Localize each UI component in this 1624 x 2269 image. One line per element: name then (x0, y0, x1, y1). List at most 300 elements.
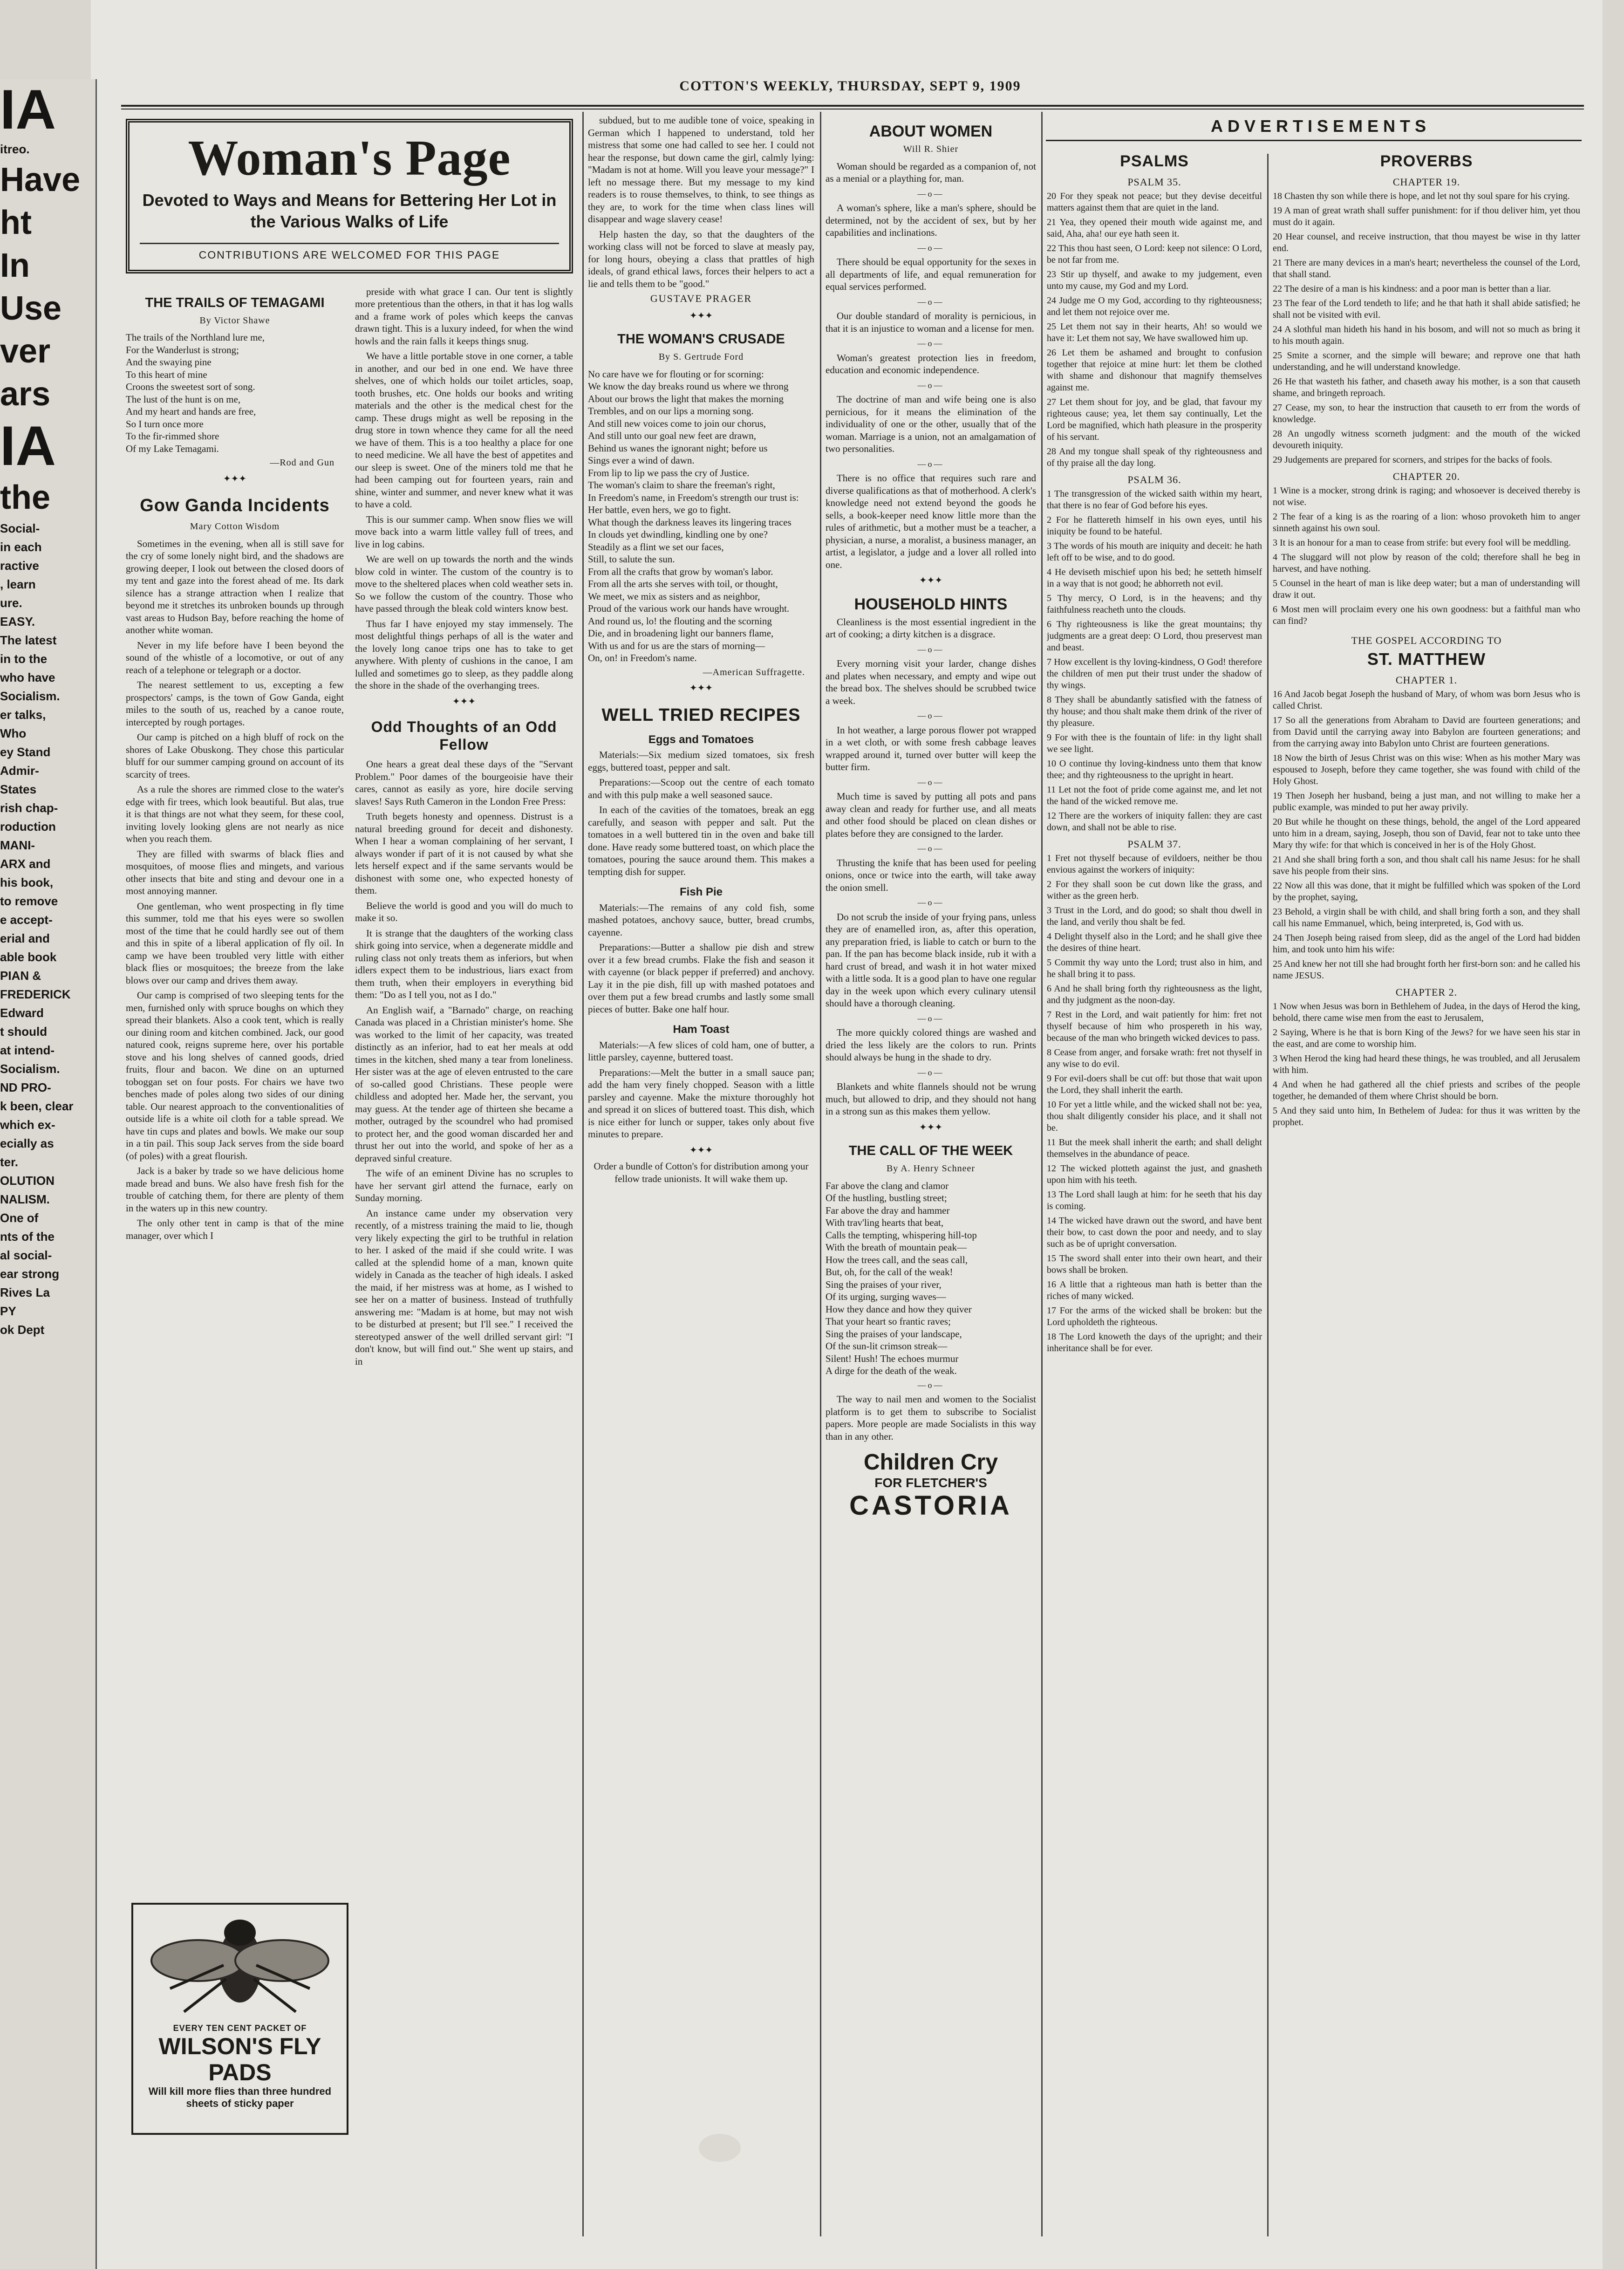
verse: 19 Then Joseph her husband, being a just man, and not willing to make her a public example, was minded to put her away privily. (1273, 791, 1580, 813)
ornament: ✦✦✦ (689, 1145, 713, 1155)
household-hints-heading: HOUSEHOLD HINTS (854, 595, 1008, 613)
verse: 21 Yea, they opened their mouth wide against me, and said, Aha, aha! our eye hath seen it. (1047, 217, 1262, 239)
call-heading: THE CALL OF THE WEEK (848, 1143, 1013, 1158)
strip-fragment: t should (0, 1025, 48, 1039)
strip-fragment: ver (0, 333, 51, 370)
poem-line: For the Wanderlust is strong; (126, 344, 239, 355)
gowganda-heading: Gow Ganda Incidents (140, 496, 330, 515)
poem-line: From all the crafts that grow by woman's labor. (588, 566, 773, 577)
verse: 18 Now the birth of Jesus Christ was on this wise: When as his mother Mary was espoused to Joseph, before they came together, she was found with child of the Holy Ghost. (1273, 753, 1580, 786)
castoria-line-1: Children Cry (863, 1450, 998, 1475)
trails-heading: THE TRAILS OF TEMAGAMI (145, 295, 325, 310)
poem-line: We know the day breaks round us where we throng (588, 381, 789, 392)
psalms-column (1047, 149, 1262, 2246)
strip-fragment: Have (0, 161, 81, 198)
strip-fragment: Social- (0, 521, 40, 535)
strip-fragment: PY (0, 1304, 16, 1318)
poem-line: Proud of the various work our hands have wrought. (588, 603, 790, 614)
strip-fragment: ARX and (0, 857, 51, 871)
recipe-fish-pie (588, 902, 814, 1016)
matthew-1 (1273, 689, 1580, 982)
paragraph: Much time is saved by putting all pots and pans away clean and ready for further use, and all meats and other food should be placed on clean dishes or plates before they are consigned to the larder. (826, 791, 1036, 839)
recipe-ham-toast (588, 1039, 814, 1141)
verse: 8 They shall be abundantly satisfied with the fatness of thy house; and thou shalt make them drink of the river of thy pleasure. (1047, 695, 1262, 728)
about-women-article (826, 160, 1036, 571)
poem-line: The lust of the hunt is on me, (126, 393, 241, 405)
proverbs-19-heading: CHAPTER 19. (1392, 176, 1460, 188)
poem-line: Silent! Hush! The echoes murmur (826, 1353, 959, 1364)
paragraph: Thus far I have enjoyed my stay immensely. The most delightful things perhaps of all is the water and the lovely long canoe trips one has to take to get anywhere. With plenty of cushions in the canoe, I am lulled and sometimes go to sleep, as they paddle along the shore in the shade of the overhanging trees. (355, 618, 573, 691)
poem-line: Still, to salute the sun. (588, 554, 675, 565)
call-paragraph: The way to nail men and women to the Socialist platform is to get them to subscribe to Socialist papers. More people are made Socialists in this way than in any other. (826, 1394, 1036, 1442)
advertisements-heading: ADVERTISEMENTS (1210, 116, 1431, 136)
gospel-heading: THE GOSPEL ACCORDING TO (1351, 635, 1502, 646)
paragraph: Preparations:—Scoop out the centre of each tomato and with this pulp make a well seasoned sauce. (588, 777, 814, 800)
strip-fragment: who have (0, 670, 55, 684)
strip-fragment: States (0, 782, 37, 796)
paragraph: Blankets and white flannels should not be wrung much, but allowed to drip, and they should not hang in a strong sun as this makes them yellow. (826, 1081, 1036, 1117)
proverbs-20 (1273, 485, 1580, 627)
paragraph: Materials:—A few slices of cold ham, one of butter, a little parsley, cayenne, buttered toast. (588, 1039, 814, 1063)
trails-credit: —Rod and Gun (270, 458, 334, 468)
poem-line: With trav'ling hearts that beat, (826, 1217, 944, 1228)
strip-fragment: e accept- (0, 913, 53, 927)
poem-line: No care have we for flouting or for scorning: (588, 368, 764, 380)
crusade-byline: By S. Gertrude Ford (658, 352, 744, 362)
strip-fragment: Socialism. (0, 689, 60, 703)
column-4 (826, 114, 1036, 2248)
strip-fragment: Socialism. (0, 1062, 60, 1076)
matthew-2-heading: CHAPTER 2. (1395, 986, 1458, 998)
strip-fragment: ure. (0, 596, 22, 610)
verse: 3 Trust in the Lord, and do good; so shalt thou dwell in the land, and verily thou shalt be fed. (1047, 905, 1262, 927)
poem-line: On, on! in Freedom's name. (588, 652, 697, 663)
recipe-title: Ham Toast (673, 1023, 730, 1036)
paragraph: The doctrine of man and wife being one is also pernicious, for it means the elimination of the individuality of one or the other, usually that of the woman. Marriage is a union, not an amalgamation of two personalities. (826, 394, 1036, 454)
strip-fragment: Use (0, 290, 62, 327)
ornament: ✦✦✦ (689, 310, 713, 321)
strip-fragment: IA (0, 416, 56, 476)
strip-fragment: the (0, 479, 50, 516)
poem-line: In clouds yet dwindling, kindling one by one? (588, 529, 768, 540)
ornament: ✦✦✦ (452, 696, 476, 707)
flypads-caption: EVERY TEN CENT PACKET OF (173, 2023, 307, 2033)
verse: 24 A slothful man hideth his hand in his bosom, and will not so much as bring it to his mouth again. (1273, 324, 1580, 346)
verse: 2 For they shall soon be cut down like the grass, and wither as the green herb. (1047, 879, 1262, 901)
matthew-2 (1273, 1001, 1580, 1128)
verse: 9 For evil-doers shall be cut off: but those that wait upon the Lord, they shall inherit the earth. (1047, 1073, 1262, 1095)
separator: —o— (917, 1013, 944, 1023)
strip-fragment: Admir- (0, 764, 39, 778)
paragraph: Cleanliness is the most essential ingredient in the art of cooking; a dirty kitchen is a disgrace. (826, 616, 1036, 640)
poem-line: To the fir-rimmed shore (126, 431, 219, 442)
paragraph: There should be equal opportunity for the sexes in all departments of life, and equal remuneration for equal services performed. (826, 256, 1036, 292)
verse: 29 Judgements are prepared for scorners, and stripes for the backs of fools. (1273, 455, 1552, 465)
column-1a (126, 286, 344, 1371)
poem-line: In Freedom's name, in Freedom's strength our trust is: (588, 492, 799, 503)
separator: —o— (917, 898, 944, 907)
ornament: ✦✦✦ (919, 1122, 943, 1133)
recipe-title: Eggs and Tomatoes (648, 733, 754, 746)
poem-line: Trembles, and on our lips a morning song. (588, 405, 754, 417)
paragraph: Help hasten the day, so that the daughters of the working class will not be forced to slave at measly pay, for long hours, obeying a class that prattles of high ideals, of grand ethical laws, forces their helpers to act a lie and tells them to be "good." (588, 228, 814, 289)
strip-fragment: er talks, (0, 708, 46, 722)
strip-fragment: ars (0, 376, 51, 413)
strip-fragment: ht (0, 204, 32, 241)
call-byline: By A. Henry Schneer (886, 1163, 976, 1174)
paragraph: We are well on up towards the north and the winds blow cold in winter. The custom of the country is to move to the sheltered places when cold weather sets in. So we follow the custom of the country. Those who have passed through the bleak cold winters know best. (355, 554, 573, 614)
ornament: ✦✦✦ (223, 473, 247, 484)
strip-fragment: his book, (0, 875, 54, 889)
recipes-heading: WELL TRIED RECIPES (601, 705, 801, 725)
strip-fragment: nts of the (0, 1230, 55, 1244)
flypads-note: Will kill more flies than three hundred sheets of sticky paper (148, 2085, 332, 2109)
verse: 4 Delight thyself also in the Lord; and he shall give thee the desires of thine heart. (1047, 931, 1262, 953)
verse: 17 For the arms of the wicked shall be broken: but the Lord upholdeth the righteous. (1047, 1305, 1262, 1327)
paragraph: Our camp is pitched on a high bluff of rock on the shores of Lake Obuskong. They chose this particular bluff for our summer camping ground on account of its scarcity of trees. (126, 731, 344, 780)
poem-line: Far above the clang and clamor (826, 1180, 949, 1191)
verse: 3 It is an honour for a man to cease from strife: but every fool will be meddling. (1273, 538, 1571, 548)
separator: —o— (917, 380, 944, 390)
verse: 2 Saying, Where is he that is born King of the Jews? for we have seen his star in the east, and are come to worship him. (1273, 1027, 1580, 1049)
strip-fragment: able book (0, 950, 57, 964)
verse: 8 Cease from anger, and forsake wrath: fret not thyself in any wise to do evil. (1047, 1047, 1262, 1069)
strip-fragment: One of (0, 1211, 39, 1225)
verse: 4 The sluggard will not plow by reason of the cold; therefore shall he beg in harvest, and have nothing. (1273, 552, 1580, 574)
flypads-ad (127, 1896, 353, 2141)
poem-line: The woman's claim to share the freeman's right, (588, 479, 775, 491)
verse: 5 Commit thy way unto the Lord; trust also in him, and he shall bring it to pass. (1047, 957, 1262, 979)
masthead-rule (121, 105, 1584, 107)
poem-line: A dirge for the death of the weak. (826, 1365, 957, 1376)
proverbs-19 (1273, 191, 1580, 466)
flypads-name: WILSON'S FLY PADS (158, 2033, 321, 2085)
verse: 1 Fret not thyself because of evildoers, neither be thou envious against the workers of iniquity: (1047, 853, 1262, 875)
paragraph: Our double standard of morality is pernicious, in that it is an injustice to woman and a license for men. (826, 310, 1036, 334)
verse: 18 Chasten thy son while there is hope, and let not thy soul spare for his crying. (1273, 191, 1570, 201)
verse: 3 The words of his mouth are iniquity and deceit: he hath left off to be wise, and to do good. (1047, 541, 1262, 563)
separator: —o— (917, 1067, 944, 1077)
verse: 27 Let them shout for joy, and be glad, that favour my righteous cause; yea, let them say continually, Let the Lord be magnified, which hath pleasure in the prosperity of his servant. (1047, 397, 1262, 442)
gowganda-article (126, 538, 344, 1242)
verse: 11 But the meek shall inherit the earth; and shall delight themselves in the abundance of peace. (1047, 1137, 1262, 1159)
verse: 10 O continue thy loving-kindness unto them that know thee; and thy righteousness to the upright in heart. (1047, 759, 1262, 780)
poem-line: Her battle, even hers, we go to fight. (588, 504, 731, 515)
poem-line: That your heart so frantic raves; (826, 1316, 951, 1327)
column-rule (1041, 112, 1043, 2236)
poem-line: With the breath of mountain peak— (826, 1242, 967, 1253)
paragraph: They are filled with swarms of black flies and mosquitoes, of moose flies and mingets, and various other insects that bite and sting and devour one in a most annoying manner. (126, 848, 344, 896)
paragraph: Preparations:—Butter a shallow pie dish and strew over it a few bread crumbs. Flake the fish and season it with cayenne (or black pepper if preferred) and anchovy. Lay it in the pie dish, fill up with mashed potatoes and over them put a few bread crumbs and lastly some small pieces of butter. Bake one half hour. (588, 942, 814, 1015)
poem-line: Far above the dray and hammer (826, 1204, 950, 1216)
ornament: ✦✦✦ (689, 683, 713, 693)
paragraph: Materials:—Six medium sized tomatoes, six fresh eggs, buttered toast, pepper and salt. (588, 749, 814, 773)
strip-fragment: Who (0, 726, 27, 740)
verse: 3 When Herod the king had heard these things, he was troubled, and all Jerusalem with him. (1273, 1053, 1580, 1075)
paragraph: This is our summer camp. When snow flies we will move back into a warm little valley full of trees, and live in log cabins. (355, 513, 573, 550)
poem-line: To this heart of mine (126, 369, 207, 380)
separator: —o— (917, 189, 944, 198)
proverbs-heading: PROVERBS (1380, 152, 1473, 170)
psalms-heading: PSALMS (1120, 152, 1189, 170)
poem-line: And still new voices come to join our chorus, (588, 417, 766, 429)
proverbs-column (1273, 149, 1580, 2246)
recipe-title: Fish Pie (679, 886, 723, 898)
paragraph: Woman's greatest protection lies in freedom, education and economic independence. (826, 352, 1036, 376)
poem-line: What though the darkness leaves its lingering traces (588, 516, 792, 528)
poem-line: Sing the praises of your landscape, (826, 1328, 962, 1340)
verse: 25 Let them not say in their hearts, Ah! so would we have it: Let them not say, We have swallowed him up. (1047, 321, 1262, 343)
verse: 4 He deviseth mischief upon his bed; he setteth himself in a way that is not good; he abhorreth not evil. (1047, 567, 1262, 589)
paragraph: The wife of an eminent Divine has no scruples to have her servant girl attend the furnace, early on Sunday morning. (355, 1168, 573, 1203)
paragraph: As a rule the shores are rimmed close to the water's edge with fir trees, which look beautiful. But alas, true it is that things are not what they seem, for these cool, inviting lovely looking glens are not nearly as nice when you reach them. (126, 784, 344, 844)
strip-fragment: EASY. (0, 615, 35, 629)
ads-rule (1046, 140, 1582, 141)
poem-line: Steadily as a flint we set our faces, (588, 541, 724, 553)
poem-line: How they dance and how they quiver (826, 1303, 972, 1315)
paragraph: A woman's sphere, like a man's sphere, should be determined, not by the accident of sex, but by her capabilities and inclinations. (826, 202, 1036, 238)
strip-fragment: Rives La (0, 1285, 50, 1299)
verse: 6 Most men will proclaim every one his own goodness: but a faithful man who can find? (1273, 604, 1580, 626)
verse: 1 Now when Jesus was born in Bethlehem of Judea, in the days of Herod the king, behold, there came wise men from the east to Jerusalem, (1273, 1001, 1580, 1023)
verse: 16 A little that a righteous man hath is better than the riches of many wicked. (1047, 1279, 1262, 1301)
separator: —o— (917, 459, 944, 469)
poem-line: About our brows the light that makes the morning (588, 393, 784, 404)
order-note: Order a bundle of Cotton's for distribution among your fellow trade unionists. It will wake them up. (594, 1161, 809, 1184)
poem-line: Croons the sweetest sort of song. (126, 381, 255, 392)
verse: 23 Behold, a virgin shall be with child, and shall bring forth a son, and they shall call his name Emmanuel, which, being interpreted, is, God with us. (1273, 907, 1580, 929)
paragraph: In each of the cavities of the tomatoes, break an egg carefully, and season with pepper and salt. Put the tomatoes in a well buttered tin in the oven and bake till done. Have ready some buttered toast, on which place the tomatoes, pouring the sauce around them. This makes a tempting dish for supper. (588, 804, 814, 877)
verse: 28 And my tongue shall speak of thy righteousness and of thy praise all the day long. (1047, 446, 1262, 468)
strip-fragment: The latest (0, 633, 57, 647)
strip-fragment: ok Dept (0, 1323, 45, 1337)
separator: —o— (917, 1380, 944, 1390)
paragraph: In hot weather, a large porous flower pot wrapped in a wet cloth, or with some fresh cabbage leaves wrapped around it, turned over butter will keep the butter firm. (826, 724, 1036, 772)
verse: 10 For yet a little while, and the wicked shall not be: yea, thou shalt diligently consider his place, and it shall not be. (1047, 1100, 1262, 1133)
call-poem (826, 1180, 1036, 1377)
strip-fragment: OLUTION (0, 1174, 55, 1188)
verse: 13 The Lord shall laugh at him: for he seeth that his day is coming. (1047, 1189, 1262, 1211)
poem-line: Behind us wanes the ignorant night; before us (588, 442, 768, 454)
strip-fragment: at intend- (0, 1043, 55, 1057)
verse: 12 There are the workers of iniquity fallen: they are cast down, and shall not be able to rise. (1047, 811, 1262, 833)
strip-fragment: rish chap- (0, 801, 58, 815)
strip-fragment: IA (0, 79, 56, 140)
strip-fragment: erial and (0, 931, 50, 945)
poem-line: So I turn once more (126, 418, 204, 430)
crusade-heading: THE WOMAN'S CRUSADE (617, 332, 785, 347)
paper-stain (699, 2134, 741, 2162)
page-title: Woman's Page (188, 130, 511, 186)
verse: 20 Hear counsel, and receive instruction, that thou mayest be wise in thy latter end. (1273, 232, 1580, 253)
verse: 22 This thou hast seen, O Lord: keep not silence: O Lord, be not far from me. (1047, 243, 1262, 265)
verse: 22 Now all this was done, that it might be fulfilled which was spoken of the Lord by the prophet, saying, (1273, 881, 1580, 902)
verse: 27 Cease, my son, to hear the instruction that causeth to err from the words of knowledge. (1273, 403, 1580, 424)
separator: —o— (917, 243, 944, 253)
verse: 22 The desire of a man is his kindness: and a poor man is better than a liar. (1273, 284, 1551, 294)
verse: 19 A man of great wrath shall suffer punishment: for if thou deliver him, yet thou must do it again. (1273, 205, 1580, 227)
paragraph: subdued, but to me audible tone of voice, speaking in German which I happened to understand, told her mistress that some one had called to see her. I could not hear the response, but down came the girl, calmly lying: "Madam is not at home. Will you leave your message?" I left no message there. But my message to my kind readers is to rouse themselves, to think, to see things as they are, to work for the time when class lines will disappear and wage slavery cease! (588, 115, 814, 225)
paragraph: Sometimes in the evening, when all is still save for the cry of some lonely night bird, and the shadows are growing deeper, I look out between the closed doors of my tent and gaze into the forest ahead of me. Its dark silence has a strange attraction when I realize that beyond me it stretches its unbroken bounds up through vast areas to Hudson Bay, before reaching the home of another white woman. (126, 538, 344, 636)
poem-line: From all the arts she serves with toil, or thought, (588, 578, 778, 589)
paragraph: Thrusting the knife that has been used for peeling onions, once or twice into the earth, will take away the onion smell. (826, 857, 1036, 893)
verse: 5 Counsel in the heart of man is like deep water; but a man of understanding will draw it out. (1273, 578, 1580, 600)
paragraph: One hears a great deal these days of the "Servant Problem." Poor dames of the bourgeoisie have their cares, cannot as easily as yore, hire docile serving slaves! Says Ruth Cameron in the London Free Press: (355, 759, 573, 807)
verse: 24 Judge me O my God, according to thy righteousness; and let them not rejoice over me. (1047, 295, 1262, 317)
poem-line: And still unto our goal new feet are drawn, (588, 430, 756, 441)
poem-line: Calls the tempting, whispering hill-top (826, 1229, 977, 1241)
gowganda-byline: Mary Cotton Wisdom (190, 521, 280, 532)
paragraph: Truth begets honesty and openness. Distrust is a natural breeding ground for deceit and dishonesty. When I hear a woman complaining of her servant, I always wonder if part of it is not caused by what she lets herself expect and if the same servants would be dishonest with some one, who expected honesty of them. (355, 811, 573, 896)
paragraph: Every morning visit your larder, change dishes and plates when necessary, and empty and wipe out the bread box. The shelves should be scrubbed twice a week. (826, 658, 1036, 706)
poem-line: How the trees call, and the seas call, (826, 1254, 968, 1265)
verse: 4 And when he had gathered all the chief priests and scribes of the people together, he demanded of them where Christ should be born. (1273, 1080, 1580, 1101)
poem-line: And my heart and hands are free, (126, 406, 256, 417)
strip-fragment: FREDERICK (0, 987, 71, 1001)
paragraph: Our camp is comprised of two sleeping tents for the men, furnished only with spruce boughs on which they spread their blankets. Also a cook tent, which is really our dining room and kitchen combined. Jack, our good natured cook, reigns supreme here, over his portable stove and his long shelves of canned goods, dried fruits, flour and bacon. We dine on an upturned toboggan set on four posts. For chairs we have two benches made of poles along two sides of our dining table. Our nearest approach to the conventionalities of outside life is a white oil cloth for a table spread. We have tin cups and plates and bowls. We make our soup in a tin pail. This soup Jack serves from the side board (of poles) with a great flourish. (126, 990, 344, 1162)
poem-line: We meet, we mix as sisters and as neighbor, (588, 590, 760, 602)
ornament: ✦✦✦ (919, 575, 943, 586)
separator: —o— (917, 644, 944, 654)
paragraph: preside with what grace I can. Our tent is slightly more pretentious than the others, in that it has log walls and a frame work of poles which keeps the canvas drawn tight. This is a luxury indeed, for when the wind howls and the rain falls it keeps things snug. (355, 286, 573, 347)
separator: —o— (917, 711, 944, 720)
psalm-37-heading: PSALM 37. (1127, 838, 1181, 850)
poem-line: Sing the praises of your river, (826, 1278, 942, 1290)
separator: —o— (917, 297, 944, 307)
verse: 14 The wicked have drawn out the sword, and have bent their bow, to cast down the poor and needy, and to slay such as be of upright conversation. (1047, 1216, 1262, 1249)
odd-thoughts-article (355, 758, 573, 1367)
crusade-credit: —American Suffragette. (703, 667, 805, 677)
womans-page-header (126, 119, 573, 273)
column-3 (588, 114, 814, 2248)
castoria-ad (826, 1450, 1036, 1521)
poem-line: Of the sun-lit crimson streak— (826, 1340, 948, 1352)
psalm-35 (1047, 191, 1262, 469)
paragraph: One gentleman, who went prospecting in fly time this summer, told me that his eyes were so swollen most of the time that he could hardly see out of them and this in spite of a liberal application of fly oil. In camp we have been troubled very little with either black flies or mosquitoes; the breeze from the lake blows over our camp and drives them away. (126, 900, 344, 986)
strip-fragment: PIAN & (0, 969, 41, 983)
poem-line: And the swaying pine (126, 356, 212, 368)
strip-fragment: In (0, 247, 30, 284)
poem-line: From lip to lip we pass the cry of Justice. (588, 467, 750, 478)
column-rule (1267, 154, 1269, 2236)
strip-fragment: ter. (0, 1155, 19, 1169)
verse: 18 The Lord knoweth the days of the upright; and their inheritance shall be for ever. (1047, 1332, 1262, 1353)
verse: 5 Thy mercy, O Lord, is in the heavens; and thy faithfulness reacheth unto the clouds. (1047, 593, 1262, 615)
strip-fragment: in to the (0, 652, 48, 666)
contributions-note: CONTRIBUTIONS ARE WELCOMED FOR THIS PAGE (140, 243, 559, 261)
verse: 16 And Jacob begat Joseph the husband of Mary, of whom was born Jesus who is called Christ. (1273, 689, 1580, 711)
paragraph: An English waif, a "Barnado" charge, on reaching Canada was placed in a Christian minister's home. She was worked to the limit of her capacity, was treated distinctly as an inferior, had to eat her meals at odd times in the kitchen, shed many a tear from loneliness. Her sister was at the age of eleven entrusted to the care of so-called good Christians. These people were childless and adopted her. Made her, the servant, you may guess. At the tender age of thirteen she became a mother, outraged by the scoundrel who had promised to protect her, and the good woman discarded her and thrust her out into the world, and spoke of her as a depraved sinful creature. (355, 1004, 573, 1164)
paragraph: The only other tent in camp is that of the mine manager, over which I (126, 1217, 344, 1241)
poem-line: With us and for us are the stars of morning— (588, 640, 765, 651)
adjacent-page-strip (0, 79, 97, 2269)
column-rule (820, 112, 821, 2236)
verse: 21 There are many devices in a man's heart; nevertheless the counsel of the Lord, that shall stand. (1273, 258, 1580, 280)
paragraph: Preparations:—Melt the butter in a small sauce pan; add the ham very finely chopped. Season with a little parsley and cayenne. Make the mixture thoroughly hot and spread it on slices of buttered toast. This dish, which is nice either for lunch or supper, takes only about five minutes to prepare. (588, 1066, 814, 1140)
flypads-box (131, 1903, 348, 2135)
verse: 2 The fear of a king is as the roaring of a lion: whoso provoketh him to anger sinneth against his own soul. (1273, 512, 1580, 533)
strip-fragment: k been, clear (0, 1099, 74, 1113)
paragraph: An instance came under my observation very recently, of a mistress training the maid to lie, though very likely expecting the girl to be truthful in relation to her. I asked of the maid if she could write. I was called at the splendid home of a man, known quite widely in Canada as the teacher of high ideals. I asked the maid, if her mistress was at home, as I wished to see her on a matter of business. Instead of truthfully answering me: "Madam is at home, but may not wish to be disturbed at present; but I'll see." I received the stereotyped answer of the well drilled servant girl: "I don't know, but will find out." She went up stairs, and in (355, 1207, 573, 1367)
verse: 6 And he shall bring forth thy righteousness as the light, and thy judgment as the noon-day. (1047, 984, 1262, 1005)
verse: 26 Let them be ashamed and brought to confusion together that rejoice at mine hurt: let them be clothed with shame and dishonour that magnify themselves against me. (1047, 348, 1262, 393)
strip-fragment: ey Stand (0, 745, 51, 759)
psalm-36-heading: PSALM 36. (1127, 474, 1181, 485)
paragraph: Believe the world is good and you will do much to make it so. (355, 900, 573, 923)
poem-line: And round us, lo! the flouting and the scorning (588, 615, 772, 627)
poem-line: But, oh, for the call of the weak! (826, 1266, 953, 1278)
strip-fragment: MANI- (0, 838, 35, 852)
strip-fragment: in each (0, 540, 42, 554)
strip-fragment: al social- (0, 1248, 52, 1262)
verse: 9 For with thee is the fountain of life: in thy light shall we see light. (1047, 732, 1262, 754)
castoria-line-2: FOR FLETCHER'S (874, 1476, 987, 1490)
poem-line: Of its urging, surging waves— (826, 1291, 946, 1302)
paragraph: Woman should be regarded as a companion of, not as a menial or a plaything for, man. (826, 160, 1036, 184)
verse: 12 The wicked plotteth against the just, and gnasheth upon him with his teeth. (1047, 1163, 1262, 1185)
verse: 7 How excellent is thy loving-kindness, O God! therefore the children of men put their trust under the shadow of thy wings. (1047, 657, 1262, 690)
separator: —o— (917, 844, 944, 853)
paragraph: The nearest settlement to us, excepting a few prospectors' camps, is the town of Gow Ganda, eight miles to the south of us, reached by a canoe route, intercepted by rough portages. (126, 679, 344, 728)
paragraph: It is strange that the daughters of the working class shirk going into service, when a degenerate middle and ruling class not only treats them as inferiors, but when idlers expect them to be industrious, liars exact from them truth, when their employers in everything bid them: "Do as I tell you, not as I do." (355, 927, 573, 1000)
verse: 7 Rest in the Lord, and wait patiently for him: fret not thyself because of him who prospereth in his way, because of the man who bringeth wicked devices to pass. (1047, 1010, 1262, 1043)
strip-fragment: ND PRO- (0, 1080, 51, 1094)
psalm-37 (1047, 853, 1262, 1354)
paragraph: Jack is a baker by trade so we have delicious home made bread and buns. We also have fresh fish for the trouble of catching them, for there are plenty of them in the waters up in this new country. (126, 1165, 344, 1214)
poem-line: Of my Lake Temagami. (126, 443, 219, 454)
gowganda-continued (355, 286, 573, 692)
matthew-heading: ST. MATTHEW (1367, 649, 1486, 669)
verse: 23 Stir up thyself, and awake to my judgement, even unto my cause, my God and my Lord. (1047, 269, 1262, 291)
verse: 24 Then Joseph being raised from sleep, did as the angel of the Lord had bidden him, and took unto him his wife: (1273, 933, 1580, 955)
strip-fragment: , learn (0, 577, 36, 591)
household-hints-article (826, 616, 1036, 1118)
trails-poem (126, 331, 344, 455)
column-1b (355, 286, 573, 1371)
proverbs-20-heading: CHAPTER 20. (1392, 471, 1460, 482)
verse: 25 Smite a scorner, and the simple will beware; and reprove one that hath understanding, and he will understand knowledge. (1273, 350, 1580, 372)
poem-line: Sings ever a wind of dawn. (588, 455, 695, 466)
psalm-35-heading: PSALM 35. (1127, 176, 1181, 188)
paragraph: Materials:—The remains of any cold fish, some mashed potatoes, anchovy sauce, butter, bread crumbs, cayenne. (588, 902, 814, 938)
prager-article-continued (588, 114, 814, 290)
odd-thoughts-heading: Odd Thoughts of an Odd Fellow (371, 718, 557, 753)
paragraph: Do not scrub the inside of your frying pans, unless they are of enamelled iron, as, after this operation, any preparation fried, is liable to catch or burn to the pan. If the pan has become black inside, rub it with a hard crust of bread, and wash it in hot water mixed with a little soda. It is a good plan to have one regular day in the week upon which every culinary utensil should have a thorough cleaning. (826, 911, 1036, 1009)
strip-fragment: to remove (0, 894, 58, 908)
strip-fragment: ear strong (0, 1267, 60, 1281)
strip-fragment: ractive (0, 559, 39, 573)
verse: 17 So all the generations from Abraham to David are fourteen generations; and from David until the carrying away into Babylon are fourteen generations; and from the carrying away into Babylon unto Christ are fourteen generations. (1273, 715, 1580, 749)
strip-fragment: Edward (0, 1006, 44, 1020)
masthead: COTTON'S WEEKLY, THURSDAY, SEPT 9, 1909 (679, 78, 1021, 94)
verse: 23 The fear of the Lord tendeth to life; and he that hath it shall abide satisfied; he shall not be visited with evil. (1273, 298, 1580, 320)
castoria-line-3: CASTORIA (849, 1490, 1012, 1521)
about-women-byline: Will R. Shier (903, 144, 959, 154)
poem-line: Of the hustling, bustling street; (826, 1192, 947, 1203)
strip-fragment: itreo. (0, 142, 30, 156)
strip-fragment: NALISM. (0, 1192, 50, 1206)
paragraph: There is no office that requires such rare and diverse qualifications as that of motherhood. A clerk's knowledge need not extend beyond the goods he sells, a book-keeper need know little more than the rules of arithmetic, but a mother must be a teacher, a physician, a nurse, a moralist, a business manager, an artist, a legislator, a judge and a lover all rolled into one. (826, 472, 1036, 570)
paragraph: We have a little portable stove in one corner, a table in another, and our bed in one end. We have three shelves, one of which holds our toilet articles, soap, tooth brushes, etc. One holds our books and writing materials and the other is the medical chest for the camp. These drugs might as well be reposing in the drug store in town whence they came for all the need we have of them. This is a too healthy a place for one to need medicine. We all have the best of appetites and our sleep is sweet. One of the miners told me that he had been camping out for fourteen years, rain and shine, winter and summer, and never knew what it was to have a cold. (355, 350, 573, 510)
verse: 6 Thy righteousness is like the great mountains; thy judgments are a great deep: O Lord, thou preservest man and beast. (1047, 619, 1262, 653)
verse: 25 And knew her not till she had brought forth her first-born son: and he called his name JESUS. (1273, 959, 1580, 981)
separator: —o— (917, 339, 944, 348)
verse: 2 For he flattereth himself in his own eyes, until his iniquity be found to be hateful. (1047, 515, 1262, 537)
verse: 1 The transgression of the wicked saith within my heart, that there is no fear of God before his eyes. (1047, 489, 1262, 511)
page-subtitle: Devoted to Ways and Means for Bettering Her Lot in the Various Walks of Life (142, 191, 557, 231)
verse: 1 Wine is a mocker, strong drink is raging; and whosoever is deceived thereby is not wise. (1273, 485, 1580, 507)
strip-fragment: ecially as (0, 1136, 54, 1150)
